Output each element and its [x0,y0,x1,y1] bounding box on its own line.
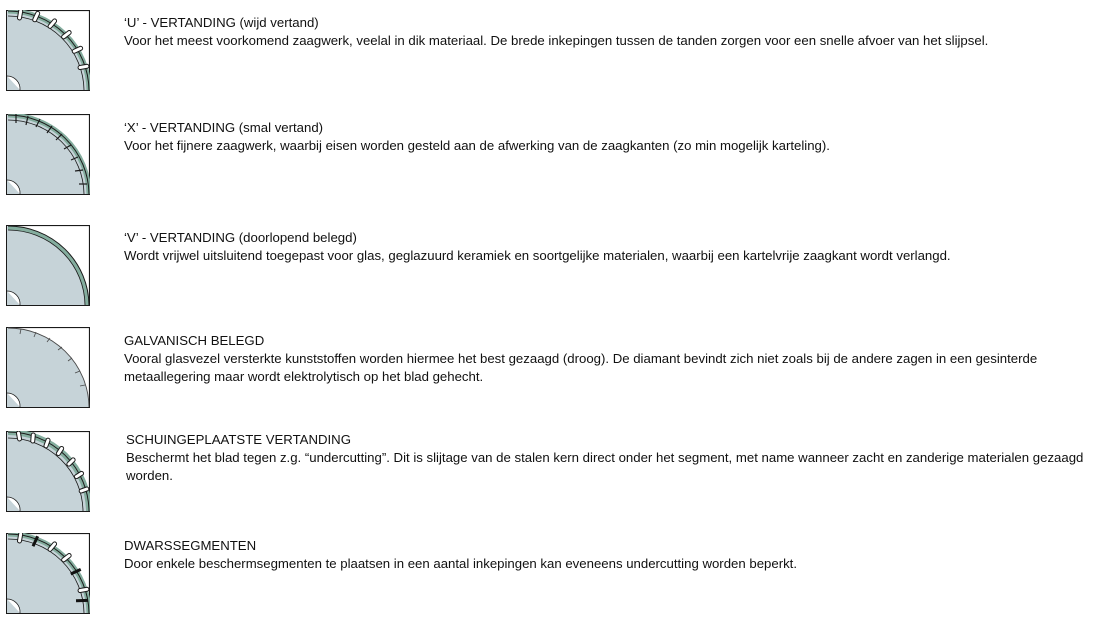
transverse-segments-blade-icon [6,533,90,614]
v-toothing-blade-icon [6,225,90,306]
galvanic-blade-icon [6,327,90,408]
list-item-text [124,332,1092,386]
item-description: Wordt vrijwel uitsluitend toegepast voor glas, geglazuurd keramiek en soortgelijke materialen, waarbij een kartelvrije zaagkant wordt verlangd. [124,248,951,263]
item-title: SCHUINGEPLAATSTE VERTANDING [126,432,351,447]
list-item-text [124,229,1092,265]
item-description: Beschermt het blad tegen z.g. “undercutting”. Dit is slijtage van de stalen kern direct onder het segment, met name wanneer zacht en zanderige materialen gezaagd worden. [126,450,1084,483]
item-description: Door enkele beschermsegmenten te plaatsen in een aantal inkepingen kan eveneens undercutting worden beperkt. [124,556,798,571]
item-title: GALVANISCH BELEGD [124,333,265,348]
slanted-toothing-blade-icon [6,431,90,512]
item-description: Voor het fijnere zaagwerk, waarbij eisen worden gesteld aan de afwerking van de zaagkanten (zo min mogelijk karteling). [124,138,830,153]
list-item-text [124,14,1092,50]
u-toothing-blade-icon [6,10,90,91]
item-title: ‘U’ - VERTANDING (wijd vertand) [124,15,319,30]
list-item-text [124,119,1092,155]
item-title: ‘X’ - VERTANDING (smal vertand) [124,120,324,135]
list-item-text [124,537,1092,573]
item-description: Voor het meest voorkomend zaagwerk, veelal in dik materiaal. De brede inkepingen tussen de tanden zorgen voor een snelle afvoer van het slijpsel. [124,33,989,48]
item-title: ‘V’ - VERTANDING (doorlopend belegd) [124,230,357,245]
item-title: DWARSSEGMENTEN [124,538,257,553]
item-description: Vooral glasvezel versterkte kunststoffen worden hiermee het best gezaagd (droog). De diamant bevindt zich niet zoals bij de andere zagen in een gesinterde metaallegering maar wordt elektrolytisch op het blad gehecht. [124,351,1038,384]
x-toothing-blade-icon [6,114,90,195]
list-item-text [126,431,1094,485]
